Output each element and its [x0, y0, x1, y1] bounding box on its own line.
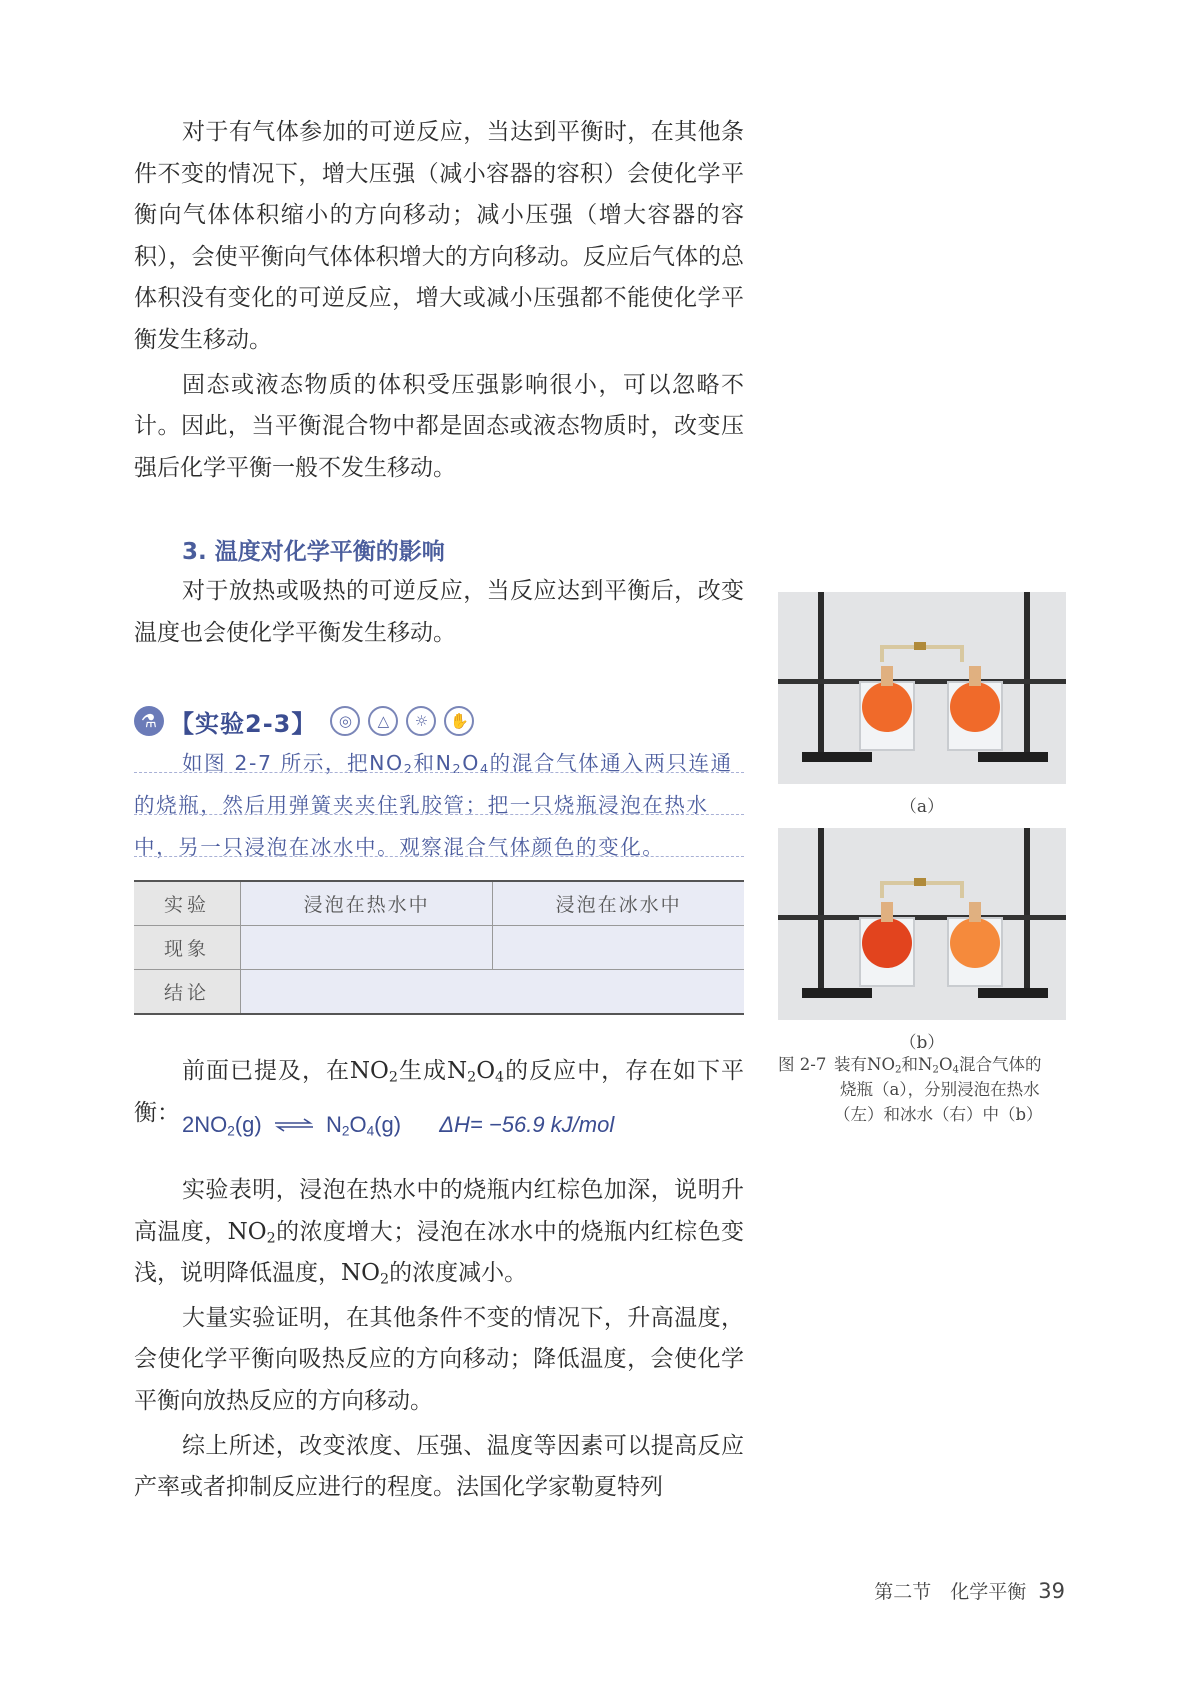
table-cell — [241, 970, 745, 1015]
bottom-text — [134, 1170, 744, 1509]
table-cell — [241, 926, 493, 970]
top-text — [134, 112, 744, 489]
paragraph-conclusion: 大量实验证明，在其他条件不变的情况下，升高温度，会使化学平衡向吸热反应的方向移动；降低温度，会使化学平衡向放热反应的方向移动。 — [134, 1304, 744, 1414]
experiment-text: 如图 2-7 所示，把$NO_2$和$N_2O_4$的混合气体通入两只连通的烧瓶，然后用弹簧夹夹住乳胶管；把一只烧瓶浸泡在热水中，另一只浸泡在冰水中。观察混合气体颜色的变化。 — [134, 751, 733, 859]
sharp-warning-icon: △ — [368, 706, 398, 736]
row-header: 结论 — [134, 970, 241, 1015]
heat-warning-icon: ☼ — [406, 706, 436, 736]
row-header: 实验 — [134, 881, 241, 926]
caption-line: （左）和冰水（右）中（b） — [834, 1105, 1043, 1124]
photo-b-label: （b） — [899, 1033, 945, 1053]
safety-icons — [330, 706, 474, 736]
chemical-equation: $2NO_2(g)$ $N_2O_4(g)$ ΔH= −56.9 kJ/mol — [182, 1112, 615, 1139]
experiment-table — [134, 880, 744, 1015]
enthalpy-change: ΔH= −56.9 kJ/mol — [439, 1112, 615, 1137]
paragraph-experiment-result: 实验表明，浸泡在热水中的烧瓶内红棕色加深，说明升高温度，$NO_2$的浓度增大；浸泡在冰水中的烧瓶内红棕色变浅，说明降低温度，$NO_2$的浓度减小。 — [134, 1177, 744, 1288]
row-header: 现象 — [134, 926, 241, 970]
hand-wash-icon: ✋ — [444, 706, 474, 736]
paragraph-summary: 综上所述，改变浓度、压强、温度等因素可以提高反应产率或者抑制反应进行的程度。法国化学家勒夏特列 — [134, 1432, 744, 1501]
photo-b — [778, 828, 1066, 1020]
dotted-underline — [134, 856, 744, 857]
paragraph-solid-liquid: 固态或液态物质的体积受压强影响很小，可以忽略不计。因此，当平衡混合物中都是固态或液态物质时，改变压强后化学平衡一般不发生移动。 — [134, 371, 744, 481]
paragraph-temperature: 对于放热或吸热的可逆反应，当反应达到平衡后，改变温度也会使化学平衡发生移动。 — [134, 578, 744, 646]
dotted-underline — [134, 814, 744, 815]
table-row — [134, 881, 744, 926]
column-header: 浸泡在热水中 — [241, 881, 493, 926]
goggles-icon: ◎ — [330, 706, 360, 736]
table-cell — [493, 926, 744, 970]
experiment-icon: ⚗ — [134, 706, 164, 736]
caption-line: 烧瓶（a），分别浸泡在热水 — [840, 1080, 1040, 1099]
footer-section: 第二节 化学平衡 — [874, 1581, 1027, 1603]
page-number: 39 — [1038, 1579, 1065, 1603]
experiment-header — [134, 703, 474, 739]
paragraph-pressure: 对于有气体参加的可逆反应，当达到平衡时，在其他条件不变的情况下，增大压强（减小容器的容积）会使化学平衡向气体体积缩小的方向移动；减小压强（增大容器的容积），会使平衡向气体体积增大的方向移动。反应后气体的总体积没有变化的可逆反应，增大或减小压强都不能使化学平衡发生移动。 — [134, 119, 744, 353]
photo-a-label: （a） — [899, 797, 945, 817]
equilibrium-arrow-icon — [274, 1112, 314, 1138]
figure-caption: 图 2-7 装有$NO_2$和$N_2O_4$混合气体的 烧瓶（a），分别浸泡在热水 （左）和冰水（右）中（b） — [778, 1052, 1078, 1127]
photo-a — [778, 592, 1066, 784]
section-temperature-text — [134, 571, 744, 654]
table-row — [134, 970, 744, 1015]
figure-number: 图 2-7 — [778, 1055, 827, 1074]
experiment-title: 【实验2-3】 — [170, 709, 317, 738]
section-title: 3. 温度对化学平衡的影响 — [182, 539, 445, 565]
paragraph-equation-intro: 前面已提及，在$NO_2$生成$N_2O_4$的反应中，存在如下平衡： — [134, 1058, 745, 1126]
column-header: 浸泡在冰水中 — [493, 881, 744, 926]
dotted-underline — [134, 772, 744, 773]
page-footer — [874, 1577, 1065, 1604]
table-row — [134, 926, 744, 970]
